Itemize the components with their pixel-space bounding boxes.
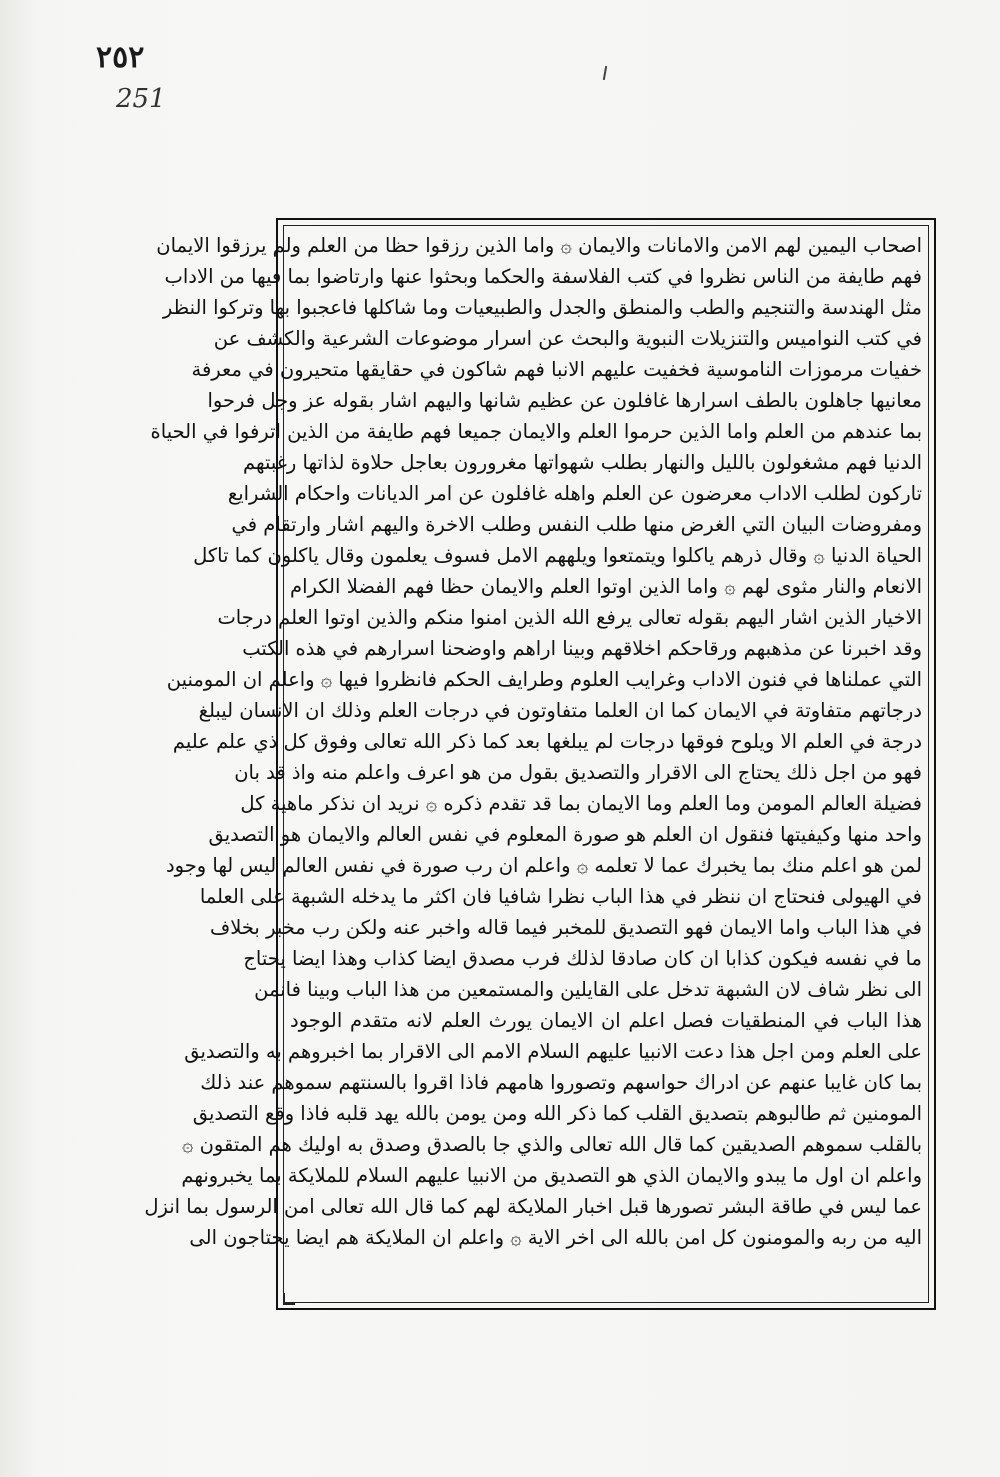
- text-line: اصحاب اليمين لهم الامن والامانات والايمان ۞ واما الذين رزقوا حظا من العلم ولم يرزقوا الايمان: [156, 234, 922, 257]
- text-line: الحياة الدنيا ۞ وقال ذرهم ياكلوا ويتمتعوا ويلههم الامل فسوف يعلمون وقال ياكلون كما تاكل: [193, 544, 922, 567]
- text-line: فهم طايفة من الناس نظروا في كتب الفلاسفة والحكما وبحثوا عنها وارتاضوا بما فيها من الاداب: [164, 265, 922, 288]
- text-line: واحد منها وكيفيتها فنقول ان العلم هو صورة المعلوم في نفس العالم والايمان هو التصديق: [208, 823, 922, 846]
- text-line: التي عملناها في فنون الاداب وغرايب العلوم وطرايف الحكم فانظروا فيها ۞ واعلم ان المومنين: [166, 668, 922, 691]
- text-line: بما كان غايبا عنهم عن ادراك حواسهم وتصوروا هامهم فاذا اقروا بالسنتهم سموهم عند ذلك: [200, 1071, 922, 1094]
- text-line: مثل الهندسة والتنجيم والطب والمنطق والجدل والطبيعيات وما شاكلها فاعجبوا بها وتركوا النظر: [162, 296, 922, 319]
- text-line: درجاتهم متفاوتة في الايمان كما ان العلما متفاوتون في درجات العلم وذلك ان الانسان ليبلغ: [198, 699, 922, 722]
- text-line: بما عندهم من العلم واما الذين حرموا العلم والايمان جميعا فهم طايفة من الذين اترفوا في الحياة: [150, 420, 922, 443]
- text-line: وقد اخبرنا عن مذهبهم ورقاحكم اخلاقهم وبينا اراهم واوضحنا اسرارهم في هذه الكتب: [242, 637, 922, 660]
- folio-number-latin: 251: [116, 84, 166, 114]
- text-line: واعلم ان اول ما يبدو والايمان الذي هو التصديق من الانبيا عليهم السلام للملايكة بما يخبرونهم: [181, 1164, 922, 1187]
- text-line: في هذا الباب واما الايمان فهو التصديق للمخبر فيما قاله واخبر عنه ولكن رب مخبر بخلاف: [210, 916, 922, 939]
- text-line: في كتب النواميس والتنزيلات النبوية والبحث عن اسرار موضوعات الشرعية والكشف عن: [213, 327, 922, 350]
- text-line: تاركون لطلب الاداب معرضون عن العلم واهله غافلون عن امر الديانات واحكام الشرايع: [227, 482, 922, 505]
- text-line: معانيها جاهلون بالطف اسرارها غافلون عن عظيم شانها واليهم اشار بقوله عز وجل فرحوا: [207, 389, 922, 412]
- text-line: لمن هو اعلم منك بما يخبرك عما لا تعلمه ۞ واعلم ان رب صورة في نفس العالم ليس لها وجود: [165, 854, 922, 877]
- text-line: فهو من اجل ذلك يحتاج الى الاقرار والتصديق بقول من هو اعرف واعلم منه واذ قد بان: [234, 761, 922, 784]
- text-line: فضيلة العالم المومن وما العلم وما الايمان بما قد تقدم ذكره ۞ نريد ان نذكر ماهية كل: [240, 792, 922, 815]
- text-line: درجة في العلم الا ويلوح فوقها درجات لم يبلغها بعد كما ذكر الله تعالى وفوق كل ذي علم عليم: [172, 730, 922, 753]
- text-line: ما في نفسه فيكون كذابا ان كان صادقا لذلك فرب مصدق ايضا كذاب وهذا ايضا يحتاج: [243, 947, 922, 970]
- ink-mark: [603, 66, 607, 80]
- folio-number-arabic: ٢٥٢: [96, 40, 145, 75]
- text-line: بالقلب سموهم الصديقين كما قال الله تعالى والذي جا بالصدق وصدق به اوليك هم المتقون ۞: [181, 1133, 922, 1156]
- text-line: خفيات مرموزات الناموسية فخفيت عليهم الانبا فهم شاكون في حقايقها متحيرون في معرفة: [191, 358, 922, 381]
- text-line: هذا الباب في المنطقيات فصل اعلم ان الايمان يورث العلم لانه متقدم الوجود: [290, 1009, 922, 1032]
- text-line: الدنيا فهم مشغولون بالليل والنهار بطلب شهواتها مغرورون بعاجل حلاوة لذاتها رغبتهم: [242, 451, 922, 474]
- text-line: ومفروضات البيان التي الغرض منها طلب النفس وطلب الاخرة واليهم اشار وارتقام في: [231, 513, 922, 536]
- text-line: عما ليس في طاقة البشر تصورها قبل اخبار الملايكة لهم كما قال الله تعالى امن الرسول بما انزل: [144, 1195, 922, 1218]
- text-line: على العلم ومن اجل هذا دعت الانبيا عليهم السلام الامم الى الاقرار بما اخبروهم به والتصديق: [184, 1040, 922, 1063]
- manuscript-text-block: [144, 230, 922, 1302]
- text-line: الانعام والنار مثوى لهم ۞ واما الذين اوتوا العلم والايمان حظا فهم الفضلا الكرام: [290, 575, 922, 598]
- text-line: المومنين ثم طالبوهم بتصديق القلب كما ذكر الله ومن يومن بالله يهد قلبه فاذا وقع التصديق: [192, 1102, 922, 1125]
- text-line: في الهيولى فنحتاج ان ننظر في هذا الباب نظرا شافيا فان اكثر ما يدخله الشبهة على العلما: [199, 885, 922, 908]
- text-line: الاخيار الذين اشار اليهم بقوله تعالى يرفع الله الذين امنوا منكم والذين اوتوا العلم درجات: [217, 606, 922, 629]
- text-line: الى نظر شاف لان الشبهة تدخل على القايلين والمستمعين من هذا الباب وبينا فانمن: [254, 978, 922, 1001]
- text-line: اليه من ربه والمومنون كل امن بالله الى اخر الاية ۞ واعلم ان الملايكة هم ايضا يحتاجون الى: [189, 1226, 922, 1249]
